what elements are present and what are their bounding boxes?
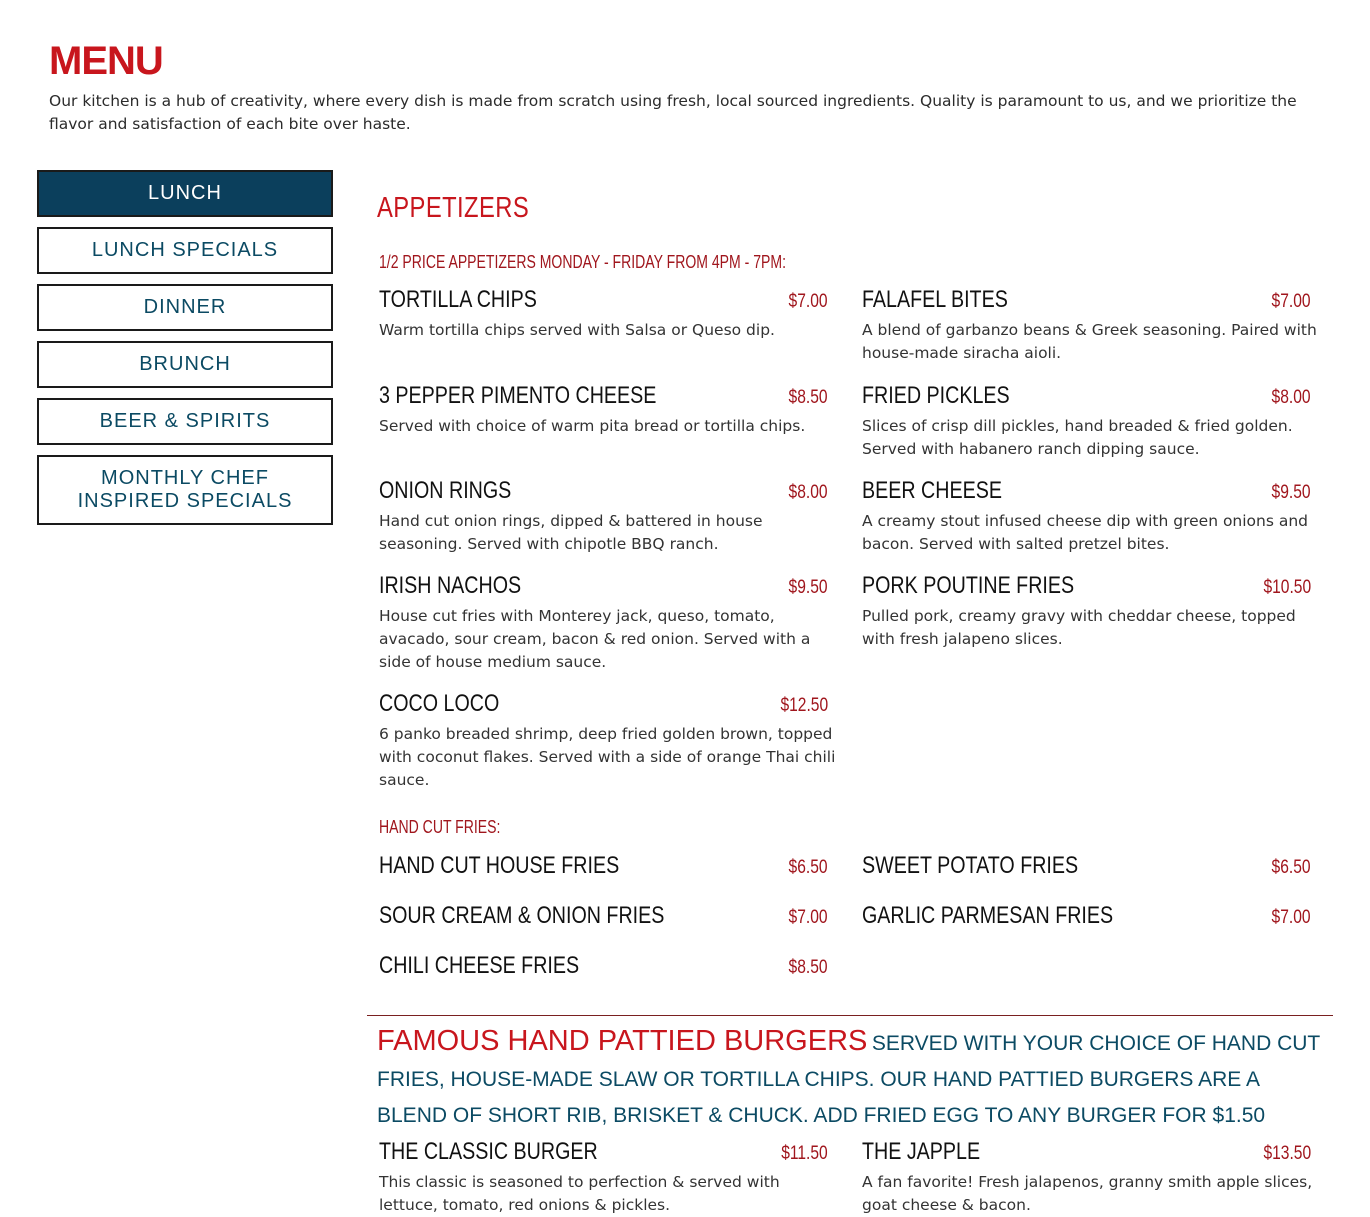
item-price: $7.00 xyxy=(789,907,828,928)
menu-item xyxy=(379,286,839,382)
menu-item xyxy=(862,902,1322,952)
item-description: This classic is seasoned to perfection & served with lettuce, tomato, red onions & pickles. xyxy=(379,1173,780,1214)
menu-item xyxy=(862,382,1322,477)
item-price: $7.00 xyxy=(1272,907,1311,928)
item-name: IRISH NACHOS xyxy=(379,572,522,599)
nav-beer-spirits-button[interactable]: BEER & SPIRITS xyxy=(37,398,333,445)
item-name: ONION RINGS xyxy=(379,477,512,504)
item-price: $7.00 xyxy=(1272,291,1311,312)
intro-text: Our kitchen is a hub of creativity, where every dish is made from scratch using fresh, local sourced ingredients. Quality is paramount to us, and we prioritize the flavor and satisfaction of each bite over haste. xyxy=(49,92,1297,133)
page-title: MENU xyxy=(49,39,163,83)
item-name: CHILI CHEESE FRIES xyxy=(379,952,580,979)
item-price: $8.00 xyxy=(789,482,828,503)
section-divider xyxy=(367,1015,1333,1016)
item-name: HAND CUT HOUSE FRIES xyxy=(379,852,620,879)
item-name: SWEET POTATO FRIES xyxy=(862,852,1079,879)
item-name: BEER CHEESE xyxy=(862,477,1002,504)
item-description: Warm tortilla chips served with Salsa or Queso dip. xyxy=(379,321,775,339)
menu-item xyxy=(379,572,839,690)
item-description: A blend of garbanzo beans & Greek seasoning. Paired with house-made siracha aioli. xyxy=(862,321,1317,362)
burgers-note: SERVED WITH YOUR CHOICE OF HAND CUT FRIES, HOUSE-MADE SLAW OR TORTILLA CHIPS. OUR HAND PATTIED BURGERS ARE A BLEND OF SHORT RIB, BRISKET & CHUCK. ADD FRIED EGG TO ANY BURGER FOR $1.50 xyxy=(377,1032,1320,1127)
item-price: $10.50 xyxy=(1263,577,1311,598)
appetizers-note: 1/2 PRICE APPETIZERS MONDAY - FRIDAY FROM 4PM - 7PM: xyxy=(379,252,786,272)
menu-item xyxy=(379,1138,839,1217)
section-title-appetizers: APPETIZERS xyxy=(377,192,530,224)
item-description: 6 panko breaded shrimp, deep fried golden brown, topped with coconut flakes. Served with a side of orange Thai chili sauce. xyxy=(379,725,836,789)
section-title-burgers: FAMOUS HAND PATTIED BURGERS xyxy=(377,1025,868,1057)
menu-item xyxy=(862,852,1322,902)
item-name: THE CLASSIC BURGER xyxy=(379,1138,598,1165)
menu-item xyxy=(379,382,839,477)
menu-content xyxy=(367,180,1333,992)
menu-item xyxy=(862,286,1322,382)
item-price: $9.50 xyxy=(789,577,828,598)
nav-brunch-button[interactable]: BRUNCH xyxy=(37,341,333,388)
menu-header xyxy=(49,38,1319,136)
item-price: $7.00 xyxy=(789,291,828,312)
item-description: A creamy stout infused cheese dip with green onions and bacon. Served with salted pretzel bites. xyxy=(862,512,1309,553)
item-price: $6.50 xyxy=(1272,857,1311,878)
item-price: $8.50 xyxy=(789,957,828,978)
nav-lunch-button[interactable]: LUNCH xyxy=(37,170,333,217)
menu-category-nav xyxy=(37,170,333,535)
burgers-header xyxy=(377,1024,1327,1135)
item-description: A fan favorite! Fresh jalapenos, granny smith apple slices, goat cheese & bacon. xyxy=(862,1173,1313,1214)
fries-note: HAND CUT FRIES: xyxy=(379,817,501,837)
item-price: $8.50 xyxy=(789,387,828,408)
item-name: 3 PEPPER PIMENTO CHEESE xyxy=(379,382,657,409)
menu-item xyxy=(862,572,1322,690)
item-name: COCO LOCO xyxy=(379,690,500,717)
item-price: $12.50 xyxy=(780,695,828,716)
item-name: FRIED PICKLES xyxy=(862,382,1010,409)
item-name: GARLIC PARMESAN FRIES xyxy=(862,902,1114,929)
item-name: SOUR CREAM & ONION FRIES xyxy=(379,902,665,929)
menu-item xyxy=(862,1138,1322,1217)
item-price: $6.50 xyxy=(789,857,828,878)
menu-item xyxy=(379,852,839,902)
item-price: $13.50 xyxy=(1263,1143,1311,1164)
item-description: Slices of crisp dill pickles, hand breaded & fried golden. Served with habanero ranch dipping sauce. xyxy=(862,417,1293,458)
menu-item xyxy=(379,477,839,572)
item-price: $11.50 xyxy=(781,1143,828,1164)
item-description: Pulled pork, creamy gravy with cheddar cheese, topped with fresh jalapeno slices. xyxy=(862,607,1296,648)
item-price: $9.50 xyxy=(1272,482,1311,503)
item-name: THE JAPPLE xyxy=(862,1138,981,1165)
nav-dinner-button[interactable]: DINNER xyxy=(37,284,333,331)
item-name: FALAFEL BITES xyxy=(862,286,1008,313)
item-description: Hand cut onion rings, dipped & battered in house seasoning. Served with chipotle BBQ ranch. xyxy=(379,512,763,553)
nav-lunch-specials-button[interactable]: LUNCH SPECIALS xyxy=(37,227,333,274)
menu-item xyxy=(862,477,1322,572)
menu-item xyxy=(379,902,839,952)
item-name: TORTILLA CHIPS xyxy=(379,286,537,313)
nav-monthly-specials-button[interactable]: MONTHLY CHEF INSPIRED SPECIALS xyxy=(37,455,333,525)
item-description: House cut fries with Monterey jack, queso, tomato, avacado, sour cream, bacon & red onion. Served with a side of house medium sauce. xyxy=(379,607,811,671)
burgers-list xyxy=(379,1138,1345,1217)
menu-item xyxy=(379,952,839,992)
item-price: $8.00 xyxy=(1272,387,1311,408)
item-name: PORK POUTINE FRIES xyxy=(862,572,1075,599)
item-description: Served with choice of warm pita bread or tortilla chips. xyxy=(379,417,806,435)
menu-item xyxy=(379,690,839,808)
